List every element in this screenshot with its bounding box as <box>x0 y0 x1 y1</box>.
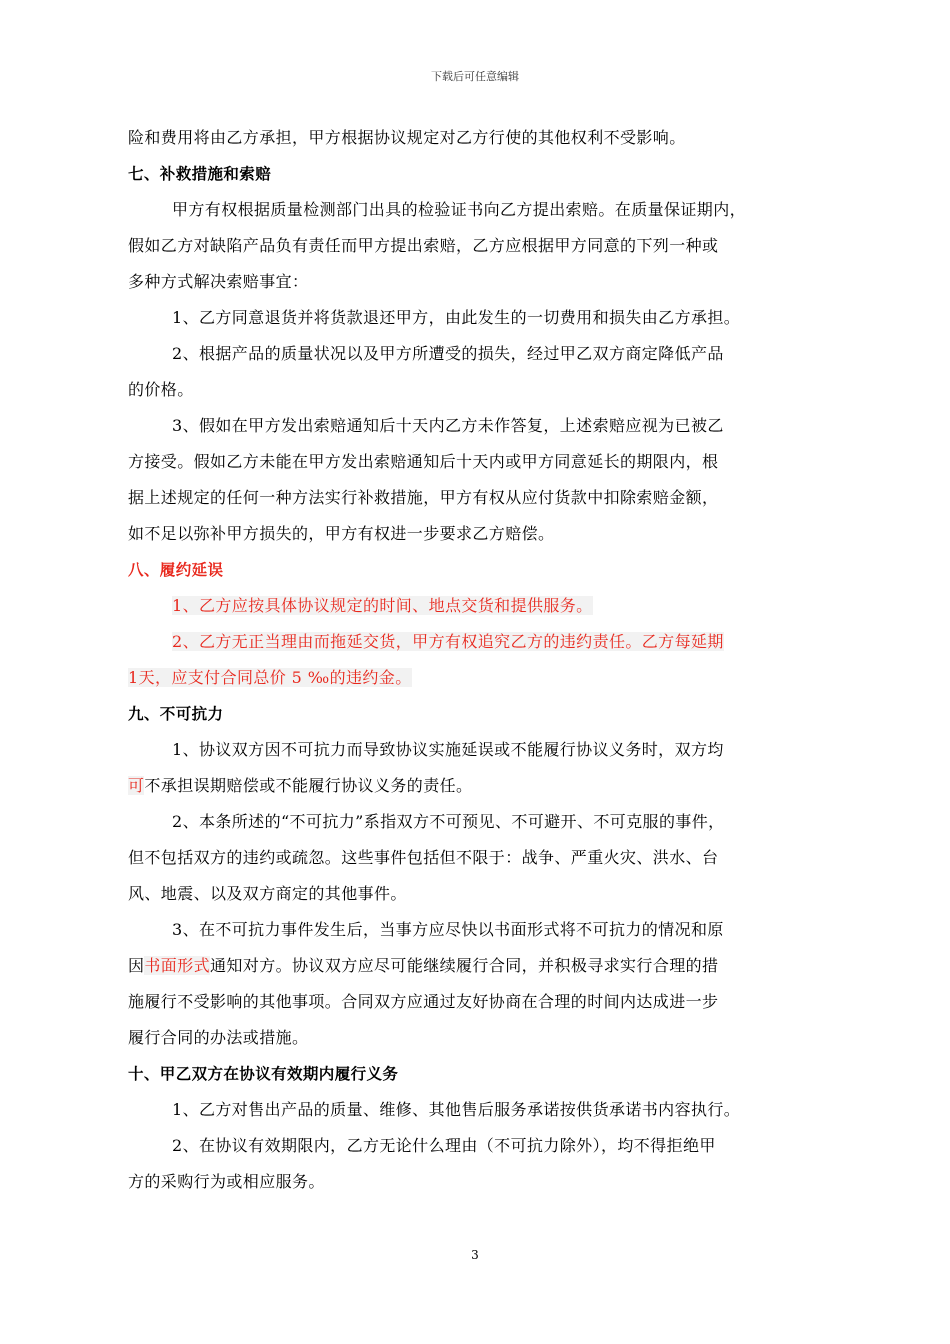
paragraph-line <box>128 732 828 768</box>
paragraph-line <box>128 1092 828 1128</box>
line-text: 3、假如在甲方发出索赔通知后十天内乙方未作答复，上述索赔应视为已被乙 <box>172 416 724 435</box>
paragraph-line <box>128 1164 828 1200</box>
line-text: 十、甲乙双方在协议有效期内履行义务 <box>128 1065 399 1083</box>
line-text: 险和费用将由乙方承担，甲方根据协议规定对乙方行使的其他权利不受影响。 <box>128 128 686 147</box>
line-text: 施履行不受影响的其他事项。合同双方应通过友好协商在合理的时间内达成进一步 <box>128 992 719 1011</box>
paragraph-line <box>128 624 828 660</box>
paragraph-line <box>128 408 828 444</box>
line-text: 风、地震、以及双方商定的其他事件。 <box>128 884 407 903</box>
paragraph-line <box>128 120 828 156</box>
line-text: 1、协议双方因不可抗力而导致协议实施延误或不能履行协议义务时，双方均 <box>172 740 724 759</box>
line-text: 方的采购行为或相应服务。 <box>128 1172 325 1191</box>
paragraph-line <box>128 1020 828 1056</box>
line-text: 2、本条所述的“不可抗力”系指双方不可预见、不可避开、不可克服的事件， <box>172 812 725 831</box>
paragraph-line <box>128 300 828 336</box>
document-body <box>128 120 828 1200</box>
line-text: 甲方有权根据质量检测部门出具的检验证书向乙方提出索赔。在质量保证期内， <box>172 200 747 219</box>
section-heading <box>128 1056 828 1092</box>
paragraph-line <box>128 984 828 1020</box>
paragraph-line <box>128 480 828 516</box>
paragraph-line <box>128 372 828 408</box>
paragraph-line <box>128 516 828 552</box>
line-text: 2、乙方无正当理由而拖延交货，甲方有权追究乙方的违约责任。乙方每延期 <box>172 632 724 651</box>
page-number: 3 <box>471 1248 479 1262</box>
section-heading <box>128 156 828 192</box>
line-text: 1、乙方应按具体协议规定的时间、地点交货和提供服务。 <box>172 596 593 615</box>
paragraph-line <box>128 444 828 480</box>
line-text: 1、乙方同意退货并将货款退还甲方，由此发生的一切费用和损失由乙方承担。 <box>172 308 741 327</box>
paragraph-line <box>128 660 828 696</box>
line-text: 但不包括双方的违约或疏忽。这些事件包括但不限于：战争、严重火灾、洪水、台 <box>128 848 719 867</box>
line-text: 的价格。 <box>128 380 194 399</box>
line-text: 3、在不可抗力事件发生后，当事方应尽快以书面形式将不可抗力的情况和原 <box>172 920 724 939</box>
paragraph-line <box>128 192 828 228</box>
line-text: 八、履约延误 <box>128 561 224 579</box>
line-text: 1、乙方对售出产品的质量、维修、其他售后服务承诺按供货承诺书内容执行。 <box>172 1100 741 1119</box>
line-text: 方接受。假如乙方未能在甲方发出索赔通知后十天内或甲方同意延长的期限内，根 <box>128 452 719 471</box>
red-marked-text: 可 <box>128 776 145 795</box>
paragraph-line <box>128 264 828 300</box>
line-text: 九、不可抗力 <box>128 705 224 723</box>
line-text: 1天，应支付合同总价 5 ‰的违约金。 <box>128 668 412 687</box>
paragraph-line <box>128 804 828 840</box>
paragraph-line <box>128 768 828 804</box>
paragraph-line <box>128 840 828 876</box>
line-text: 履行合同的办法或措施。 <box>128 1028 309 1047</box>
page-header: 下载后可任意编辑 <box>431 70 519 83</box>
paragraph-line <box>128 948 828 984</box>
line-text: 通知对方。协议双方应尽可能继续履行合同，并积极寻求实行合理的措 <box>210 956 719 975</box>
line-text: 因 <box>128 956 145 975</box>
paragraph-line <box>128 588 828 624</box>
paragraph-line <box>128 228 828 264</box>
line-text: 不承担误期赔偿或不能履行协议义务的责任。 <box>144 776 473 795</box>
red-marked-text: 书面形式 <box>144 956 211 975</box>
paragraph-line <box>128 876 828 912</box>
paragraph-line <box>128 336 828 372</box>
paragraph-line <box>128 1128 828 1164</box>
line-text: 如不足以弥补甲方损失的，甲方有权进一步要求乙方赔偿。 <box>128 524 555 543</box>
line-text: 2、根据产品的质量状况以及甲方所遭受的损失，经过甲乙双方商定降低产品 <box>172 344 724 363</box>
section-heading <box>128 696 828 732</box>
line-text: 据上述规定的任何一种方法实行补救措施，甲方有权从应付货款中扣除索赔金额， <box>128 488 719 507</box>
line-text: 假如乙方对缺陷产品负有责任而甲方提出索赔，乙方应根据甲方同意的下列一种或 <box>128 236 719 255</box>
section-heading <box>128 552 828 588</box>
line-text: 七、补救措施和索赔 <box>128 165 272 183</box>
line-text: 多种方式解决索赔事宜： <box>128 272 309 291</box>
paragraph-line <box>128 912 828 948</box>
line-text: 2、在协议有效期限内，乙方无论什么理由（不可抗力除外），均不得拒绝甲 <box>172 1136 716 1155</box>
